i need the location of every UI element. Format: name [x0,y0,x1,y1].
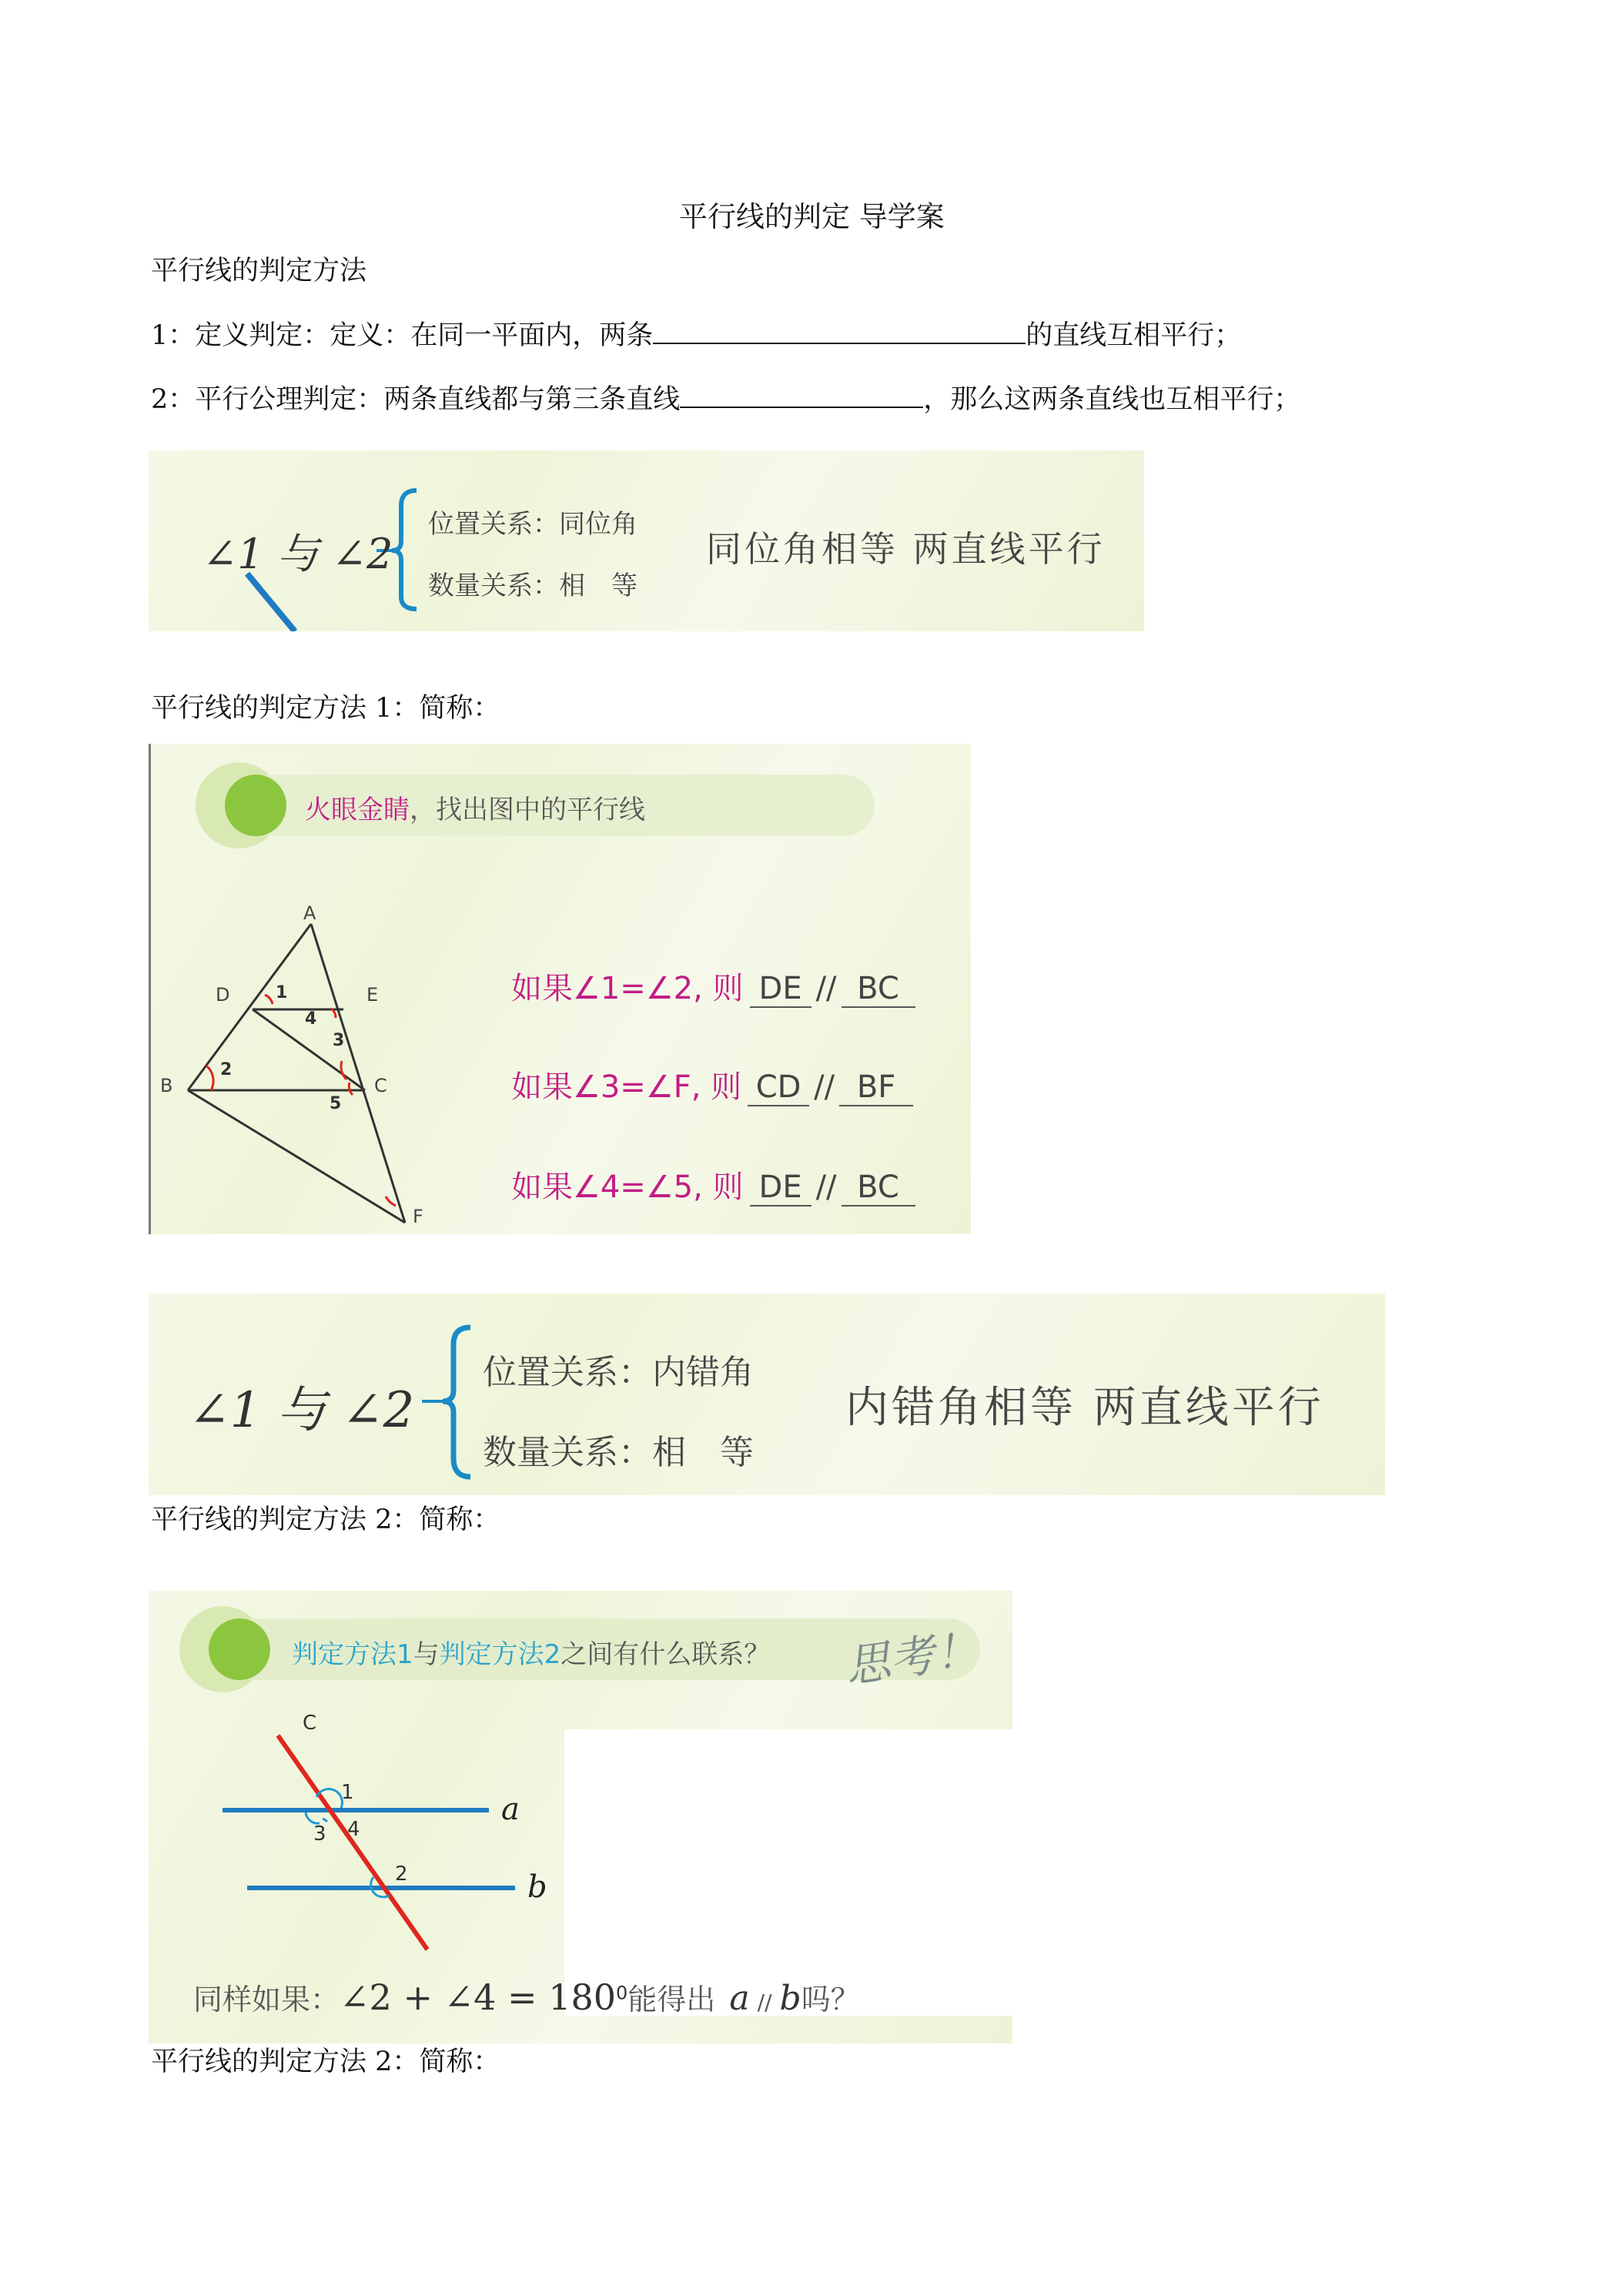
relationship-panel [149,1591,1012,2043]
point-D: D [216,984,230,1006]
side-BF [188,1090,405,1223]
angle-2-arc [206,1066,213,1090]
method3-caption: 平行线的判定方法 2：简称： [151,2047,500,2077]
point-E: E [366,984,379,1006]
axiom-prefix: 2：平行公理判定：两条直线都与第三条直线 [151,384,681,415]
answer-blank-2[interactable] [680,383,923,408]
point-C: C [374,1075,387,1096]
line-b-label: b [527,1869,547,1905]
bottom-suffix: 吗？ [801,1983,860,2017]
degree-sup: 0 [616,1982,628,2004]
parallel-symbol-3: // [815,1170,837,1205]
answer-row-2 [511,1063,913,1106]
answer-row-1 [511,964,915,1008]
definition-prefix: 1：定义判定：定义：在同一平面内，两条 [151,320,654,351]
section-heading: 平行线的判定方法 [151,256,367,286]
bottom-prefix: 同样如果： [193,1983,340,2017]
parallel-symbol-2: // [814,1069,835,1105]
think-label: 思考！ [842,1622,982,1693]
angle-1-arc [265,995,273,1004]
find-parallel-panel [149,744,971,1234]
angle-5-arc [349,1083,353,1095]
angle-F-arc [386,1197,396,1206]
quantity-relation: 数量关系：相 等 [483,1433,754,1472]
alternate-angles-panel [149,1294,1385,1495]
angle-label-2: 2 [395,1863,408,1886]
angle-pair-label: ∠1 与 ∠2 [189,1382,415,1439]
position-relation: 位置关系：同位角 [428,509,637,540]
bottom-b: b [779,1979,801,2018]
angle-pair-label: ∠1 与 ∠2 [202,530,393,578]
answer-3a: DE [750,1170,812,1207]
point-A: A [303,902,316,924]
angle-label-2: 2 [220,1060,233,1079]
bottom-parallel: // [757,1990,772,2015]
side-AF [311,924,405,1223]
angle-label-3: 3 [313,1822,326,1846]
line-a-label: a [501,1792,520,1827]
answer-blank-1[interactable] [653,320,1026,344]
point-B: B [160,1075,173,1096]
brace-shape [443,1327,470,1477]
bottom-a: a [729,1979,750,2018]
point-F: F [413,1206,423,1227]
angle-label-1: 1 [341,1781,354,1804]
axiom-suffix: ，那么这两条直线也互相平行； [923,384,1301,415]
bottom-question [193,1976,860,2018]
angle-sum: ∠2 + ∠4 = 180 [340,1976,617,2018]
bottom-mid: 能得出 [627,1983,716,2017]
conclusion-text: 同位角相等 两直线平行 [706,528,1106,570]
condition-1: 如果∠1=∠2, 则 [511,971,744,1006]
method1-caption: 平行线的判定方法 1：简称： [151,693,500,724]
transversal-line-fragment [247,574,295,631]
answer-1a: DE [750,971,812,1008]
question-method1: 判定方法1 [292,1639,413,1670]
angle-label-1: 1 [276,983,288,1002]
instruction-rest: ，找出图中的平行线 [410,795,645,825]
answer-row-3 [511,1163,915,1207]
definition-suffix: 的直线互相平行； [1026,320,1242,351]
question-and: 与 [413,1639,440,1670]
angle-label-3: 3 [333,1031,345,1050]
method2-caption: 平行线的判定方法 2：简称： [151,1504,500,1535]
parallel-symbol-1: // [815,971,837,1006]
condition-3: 如果∠4=∠5, 则 [511,1170,744,1205]
angle-label-5: 5 [330,1094,342,1113]
corresponding-angles-panel [149,450,1144,631]
angle-label-4: 4 [347,1818,360,1841]
condition-2: 如果∠3=∠F, 则 [511,1069,742,1105]
line-c-label: C [303,1712,317,1735]
quantity-relation: 数量关系：相 等 [428,571,637,601]
answer-2a: CD [748,1069,809,1106]
conclusion-text: 内错角相等 两直线平行 [845,1383,1324,1433]
angle-label-4: 4 [305,1009,317,1029]
angle-4-arc [323,1819,327,1822]
answer-2b: BF [839,1069,913,1106]
side-AB [188,924,311,1090]
question-method2: 判定方法2 [439,1639,561,1670]
position-relation: 位置关系：内错角 [483,1353,754,1392]
definition-line [151,319,1241,353]
axiom-line [151,383,1300,417]
brace-shape [392,490,417,609]
answer-1b: BC [842,971,915,1008]
instruction-highlight: 火眼金睛 [305,795,410,825]
question-rest: 之间有什么联系？ [561,1639,771,1670]
answer-3b: BC [842,1170,915,1207]
line-c [278,1735,427,1950]
document-title: 平行线的判定 导学案 [679,200,945,233]
